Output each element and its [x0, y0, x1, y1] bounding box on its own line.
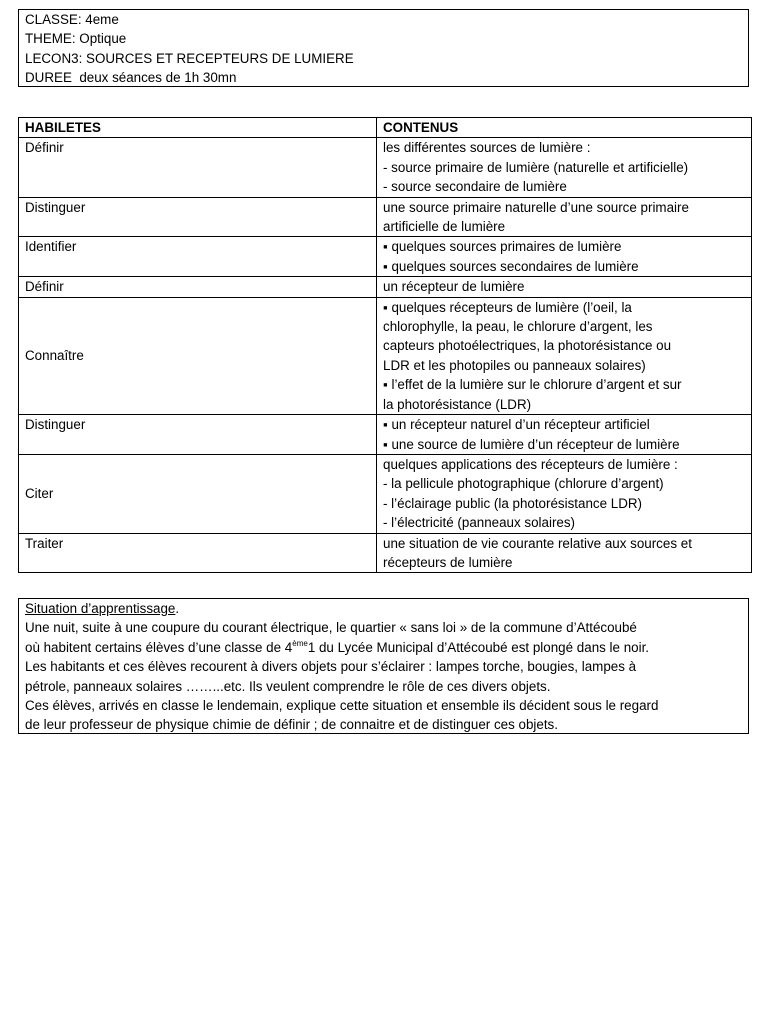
situation-title-period: . [175, 601, 180, 616]
table-row [19, 297, 752, 414]
contenu-line: un récepteur de lumière [383, 279, 525, 295]
contenus-cell [377, 297, 752, 414]
habilete-cell: Définir [19, 277, 377, 297]
situation-text: 1 du Lycée Municipal d’Attécoubé est plongé dans le noir. [307, 639, 650, 655]
table-row [19, 237, 752, 277]
contenu-line: ▪ quelques sources primaires de lumière [383, 239, 622, 255]
situation-title: Situation d’apprentissage [25, 601, 176, 616]
contenu-line: récepteurs de lumière [383, 554, 513, 570]
table-row [19, 533, 752, 573]
habilete-cell: Distinguer [19, 415, 377, 455]
situation-apprentissage [18, 598, 749, 734]
contenus-cell [377, 415, 752, 455]
contenu-line: la photorésistance (LDR) [383, 396, 532, 412]
contenus-cell [377, 533, 752, 573]
header-lecon: LECON3: SOURCES ET RECEPTEURS DE LUMIERE [25, 50, 354, 66]
lesson-header [18, 9, 749, 87]
contenu-line: une situation de vie courante relative aux sources et [383, 535, 692, 551]
contenu-line: - source secondaire de lumière [383, 179, 567, 195]
contenu-line: - source primaire de lumière (naturelle et artificielle) [383, 159, 689, 175]
contenu-line: - l’électricité (panneaux solaires) [383, 515, 576, 531]
situation-line [25, 638, 742, 657]
header-classe: CLASSE: 4eme [25, 12, 119, 27]
contenu-line: ▪ un récepteur naturel d’un récepteur artificiel [383, 417, 650, 433]
contenu-line: ▪ l’effet de la lumière sur le chlorure d’argent et sur [383, 377, 682, 393]
contenu-line: - l’éclairage public (la photorésistance LDR) [383, 495, 643, 511]
situation-line: pétrole, panneaux solaires ……...etc. Ils veulent comprendre le rôle de ces divers objets. [25, 678, 551, 694]
contenu-line: les différentes sources de lumière : [383, 140, 591, 156]
habilete-cell: Citer [19, 454, 377, 533]
column-header-habiletes: HABILETES [19, 118, 377, 138]
contenu-line: capteurs photoélectriques, la photorésistance ou [383, 338, 672, 354]
situation-line: Les habitants et ces élèves recourent à divers objets pour s’éclairer : lampes torche, bougies, lampes à [25, 659, 637, 675]
contenu-line: LDR et les photopiles ou panneaux solaires) [383, 357, 646, 373]
situation-line: Ces élèves, arrivés en classe le lendemain, explique cette situation et ensemble ils décident sous le regard [25, 698, 659, 714]
contenus-cell [377, 138, 752, 197]
table-row [19, 415, 752, 455]
header-duree: DUREE deux séances de 1h 30mn [25, 70, 237, 86]
contenu-line: artificielle de lumière [383, 219, 506, 235]
habilete-cell: Définir [19, 138, 377, 197]
habilete-cell: Traiter [19, 533, 377, 573]
situation-text: où habitent certains élèves d’une classe de 4 [25, 639, 293, 655]
contenus-cell [377, 277, 752, 297]
habilete-cell: Identifier [19, 237, 377, 277]
contenu-line: ▪ une source de lumière d’un récepteur de lumière [383, 436, 680, 452]
table-row [19, 138, 752, 197]
contenu-line: une source primaire naturelle d’une source primaire [383, 199, 689, 215]
situation-line: Une nuit, suite à une coupure du courant électrique, le quartier « sans loi » de la commune d’Attécoubé [25, 620, 637, 636]
situation-line: de leur professeur de physique chimie de définir ; de connaitre et de distinguer ces objets. [25, 717, 558, 733]
contenu-line: ▪ quelques récepteurs de lumière (l’oeil, la [383, 299, 632, 315]
table-header-row [19, 118, 752, 138]
habilete-cell: Distinguer [19, 197, 377, 237]
contenus-cell [377, 237, 752, 277]
contenu-line: quelques applications des récepteurs de lumière : [383, 456, 678, 472]
habiletes-contenus-table [18, 117, 752, 573]
contenu-line: - la pellicule photographique (chlorure d’argent) [383, 476, 664, 492]
habilete-cell: Connaître [19, 297, 377, 414]
situation-heading [25, 599, 742, 618]
table-row [19, 197, 752, 237]
table-row [19, 277, 752, 297]
contenu-line: chlorophylle, la peau, le chlorure d’argent, les [383, 319, 653, 335]
table-row [19, 454, 752, 533]
superscript-eme: ème [292, 638, 308, 648]
contenus-cell [377, 197, 752, 237]
contenus-cell [377, 454, 752, 533]
contenu-line: ▪ quelques sources secondaires de lumière [383, 258, 639, 274]
header-theme: THEME: Optique [25, 31, 127, 47]
column-header-contenus: CONTENUS [377, 118, 752, 138]
